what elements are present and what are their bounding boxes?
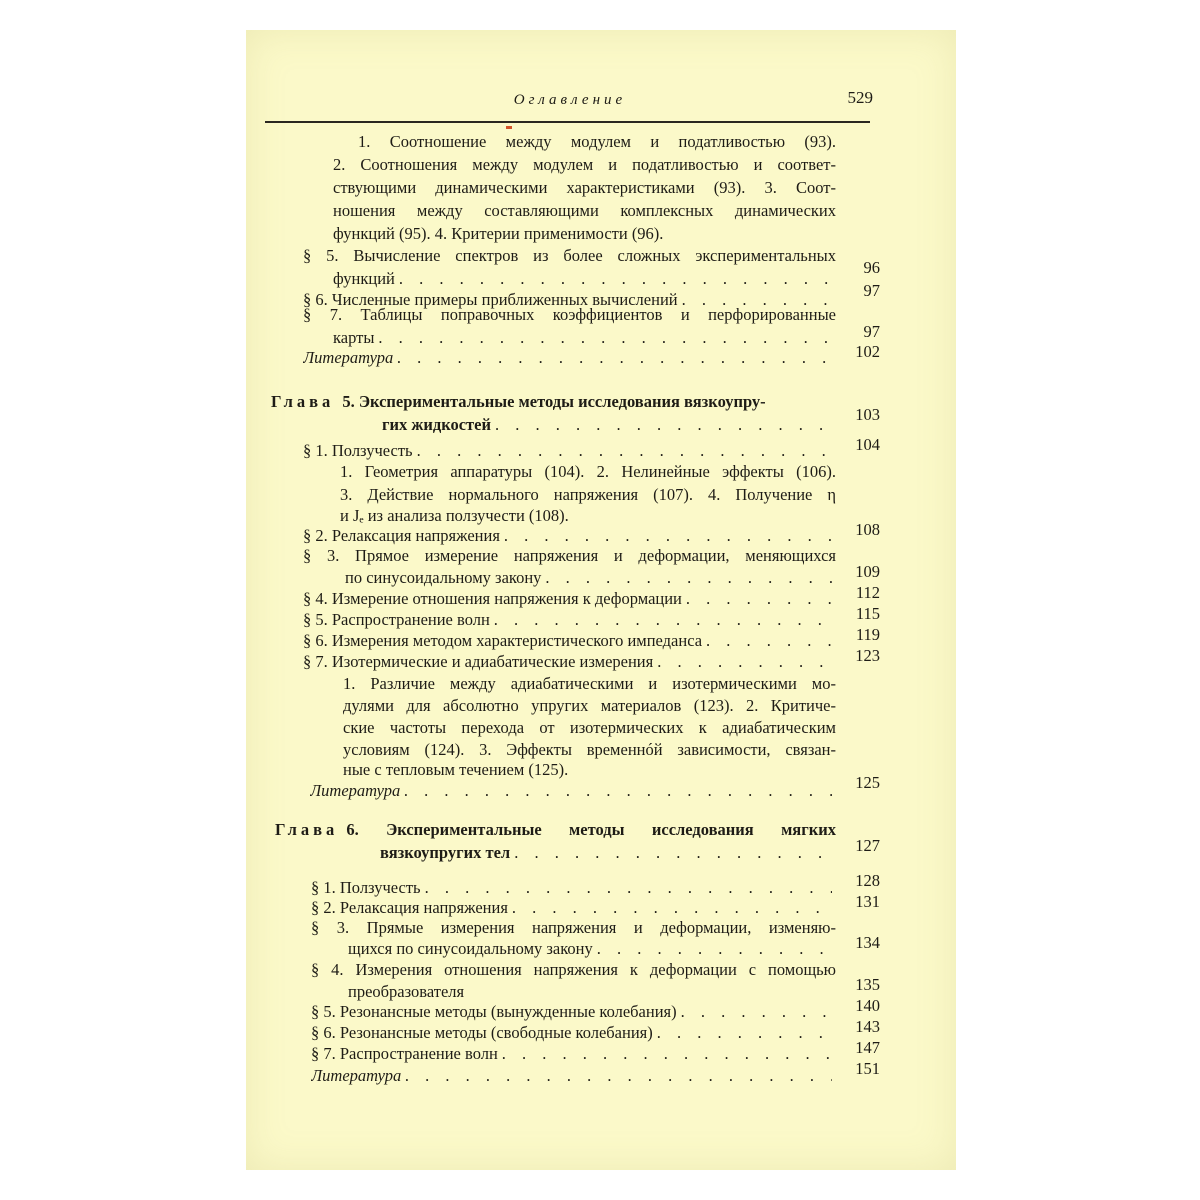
running-header-title: Оглавление bbox=[513, 92, 627, 108]
toc-entry-cont[interactable]: щихся по синусоидальному закону . . . bbox=[348, 939, 836, 963]
toc-text-line: ные с тепловым течением (125). bbox=[343, 760, 569, 779]
leader-dots bbox=[417, 441, 832, 461]
chapter-heading-cont[interactable]: гих жидкостей . . . bbox=[382, 415, 836, 439]
toc-entry-cont[interactable]: функций . . . bbox=[333, 269, 836, 293]
toc-literature[interactable]: Литература . . . bbox=[303, 348, 836, 372]
toc-page-number: 147 bbox=[855, 1038, 880, 1057]
toc-text-line: 2. Соотношения между модулем и податливостью и соответ- bbox=[333, 155, 836, 174]
toc-entry[interactable]: § 4. Измерения отношения напряжения к деформации с помощью bbox=[311, 960, 836, 979]
toc-page-number: 96 bbox=[863, 258, 880, 277]
toc-entry[interactable]: § 5. Вычисление спектров из более сложных экспериментальных bbox=[303, 246, 836, 265]
leader-dots bbox=[494, 610, 832, 630]
leader-dots bbox=[397, 348, 832, 368]
leader-dots bbox=[425, 878, 832, 898]
toc-text-line: 3. Действие нормального напряжения (107). 4. Получение η bbox=[340, 485, 836, 504]
leader-dots bbox=[657, 1023, 832, 1043]
toc-entry[interactable]: § 2. Релаксация напряжения . . . bbox=[303, 526, 836, 550]
toc-page-number: 131 bbox=[855, 892, 880, 911]
header-rule bbox=[265, 121, 870, 123]
toc-entry[interactable]: § 6. Резонансные методы (свободные колебания) . . . bbox=[311, 1023, 836, 1047]
toc-page-number: 115 bbox=[855, 604, 880, 623]
toc-entry[interactable]: § 7. Изотермические и адиабатические измерения . . . bbox=[303, 652, 836, 676]
toc-entry[interactable]: § 7. Таблицы поправочных коэффициентов и перфорированные bbox=[303, 305, 836, 324]
toc-text-line: и Jₑ из анализа ползучести (108). bbox=[340, 506, 569, 525]
toc-entry[interactable]: § 5. Резонансные методы (вынужденные колебания) . . . bbox=[311, 1002, 836, 1026]
leader-dots bbox=[657, 652, 832, 672]
toc-text-line: условиям (124). 3. Эффекты временнóй зависимости, связан- bbox=[343, 740, 836, 759]
toc-page-number: 151 bbox=[855, 1059, 880, 1078]
toc-entry[interactable]: § 4. Измерение отношения напряжения к деформации . . . bbox=[303, 589, 836, 613]
chapter-heading[interactable]: Глава 5. Экспериментальные методы исследования вязкоупру- bbox=[271, 392, 766, 411]
toc-entry-cont[interactable]: карты . . . bbox=[333, 328, 836, 352]
toc-text-line: 1. Различие между адиабатическими и изотермическими мо- bbox=[343, 674, 836, 693]
page-number: 529 bbox=[847, 88, 873, 107]
toc-page-number: 134 bbox=[855, 933, 880, 952]
toc-literature[interactable]: Литература . . . bbox=[311, 1066, 836, 1090]
toc-entry[interactable]: § 3. Прямые измерения напряжения и деформации, изменяю- bbox=[311, 918, 836, 937]
toc-text-line: 1. Соотношение между модулем и податливостью (93). bbox=[358, 132, 836, 151]
toc-text-line: дулями для абсолютно упругих материалов (123). 2. Критиче- bbox=[343, 696, 836, 715]
toc-page-number: 128 bbox=[855, 871, 880, 890]
toc-page-number: 104 bbox=[855, 435, 880, 454]
leader-dots bbox=[512, 898, 832, 918]
toc-text-line: ношения между составляющими комплексных динамических bbox=[333, 201, 836, 220]
toc-page-number: 143 bbox=[855, 1017, 880, 1036]
leader-dots bbox=[681, 1002, 832, 1022]
toc-text-line: ские частоты перехода от изотермических к адиабатическим bbox=[343, 718, 836, 737]
toc-page-number: 109 bbox=[855, 562, 880, 581]
leader-dots bbox=[399, 269, 832, 289]
toc-page-number: 125 bbox=[855, 773, 880, 792]
toc-page-number: 97 bbox=[863, 281, 880, 300]
leader-dots bbox=[514, 843, 832, 863]
toc-entry[interactable]: § 1. Ползучесть . . . bbox=[303, 441, 836, 465]
toc-page-number: 112 bbox=[855, 583, 880, 602]
toc-text-line: ствующими динамическими характеристиками (93). 3. Соот- bbox=[333, 178, 836, 197]
leader-dots bbox=[502, 1044, 832, 1064]
toc-entry[interactable]: § 7. Распространение волн . . . bbox=[311, 1044, 836, 1068]
toc-text-line: функций (95). 4. Критерии применимости (96). bbox=[333, 224, 664, 243]
toc-entry-cont[interactable]: преобразователя bbox=[348, 982, 465, 1001]
toc-page-number: 97 bbox=[863, 322, 880, 341]
toc-page-number: 108 bbox=[855, 520, 880, 539]
leader-dots bbox=[504, 526, 832, 546]
toc-page-number: 103 bbox=[855, 405, 880, 424]
toc-entry[interactable]: § 1. Ползучесть . . . bbox=[311, 878, 836, 902]
leader-dots bbox=[405, 1066, 832, 1086]
toc-entry[interactable]: § 5. Распространение волн . . . bbox=[303, 610, 836, 634]
toc-entry[interactable]: § 2. Релаксация напряжения . . . bbox=[311, 898, 836, 922]
toc-literature[interactable]: Литература . . . bbox=[310, 781, 836, 805]
leader-dots bbox=[686, 589, 832, 609]
toc-page-number: 135 bbox=[855, 975, 880, 994]
leader-dots bbox=[545, 568, 832, 588]
leader-dots bbox=[495, 415, 832, 435]
toc-page-number: 119 bbox=[855, 625, 880, 644]
chapter-heading[interactable]: Глава 6. Экспериментальные методы исследования мягких bbox=[275, 820, 836, 839]
toc-entry[interactable]: § 3. Прямое измерение напряжения и деформации, меняющихся bbox=[303, 546, 836, 565]
chapter-heading-cont[interactable]: вязкоупругих тел . . . bbox=[380, 843, 836, 867]
toc-page-number: 140 bbox=[855, 996, 880, 1015]
toc-entry[interactable]: § 6. Измерения методом характеристического импеданса . . . bbox=[303, 631, 836, 655]
leader-dots bbox=[378, 328, 832, 348]
toc-page-number: 102 bbox=[855, 342, 880, 361]
toc-entry[interactable]: § 6. Численные примеры приближенных вычислений . . . bbox=[303, 290, 836, 314]
toc-text-line: 1. Геометрия аппаратуры (104). 2. Нелинейные эффекты (106). bbox=[340, 462, 836, 481]
ink-mark bbox=[506, 126, 512, 129]
toc-page-number: 123 bbox=[855, 646, 880, 665]
toc-page-number: 127 bbox=[855, 836, 880, 855]
leader-dots bbox=[597, 939, 832, 959]
leader-dots bbox=[404, 781, 832, 801]
leader-dots bbox=[706, 631, 832, 651]
toc-entry-cont[interactable]: по синусоидальному закону . . . bbox=[345, 568, 836, 592]
